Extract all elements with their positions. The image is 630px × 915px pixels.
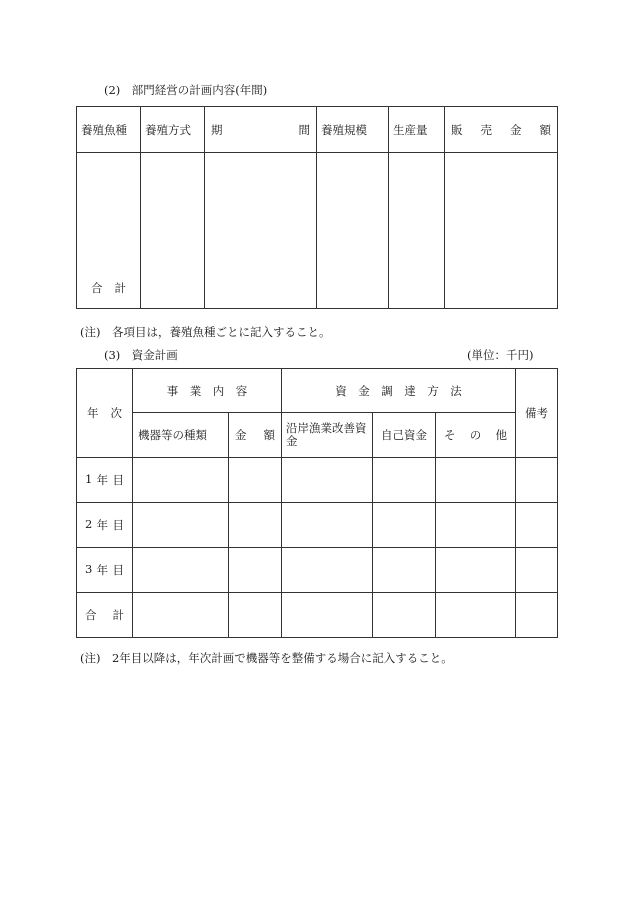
header-period-b: 間 — [298, 122, 310, 137]
section3-note: (注) 2年目以降は，年次計画で機器等を整備する場合に記入すること。 — [80, 651, 453, 665]
row-label-total: 合 計 — [77, 593, 133, 638]
period-cell — [205, 153, 317, 309]
header-year: 年 次 — [77, 369, 133, 458]
header-sales: 販 売 金 額 — [445, 107, 558, 153]
section3-heading: (3) 資金計画 — [104, 348, 178, 362]
section2-heading: (2) 部門経営の計画内容(年間) — [104, 83, 268, 97]
total-label-b: 計 — [114, 281, 126, 295]
header-other: そ の 他 — [436, 413, 516, 458]
header-production: 生産量 — [389, 107, 445, 153]
section3-funding-table — [76, 368, 558, 638]
table-row-total — [77, 593, 558, 638]
header-remarks: 備考 — [516, 369, 558, 458]
table-row — [77, 503, 558, 548]
row-label-year1: 1 年 目 — [77, 458, 133, 503]
header-amount: 金 額 — [229, 413, 282, 458]
scale-cell — [317, 153, 389, 309]
method-cell — [141, 153, 205, 309]
header-period — [205, 107, 317, 153]
header-period-a: 期 — [211, 122, 223, 137]
unit-label: (単位：千円) — [467, 348, 534, 362]
row-label-year2: 2 年 目 — [77, 503, 133, 548]
header-funding: 資 金 調 達 方 法 — [282, 369, 516, 413]
section2-note: (注) 各項目は，養殖魚種ごとに記入すること。 — [80, 325, 331, 339]
total-label-a: 合 — [91, 281, 103, 295]
species-cell — [77, 153, 141, 309]
sales-cell — [445, 153, 558, 309]
header-business: 事 業 内 容 — [133, 369, 282, 413]
header-scale: 養殖規模 — [317, 107, 389, 153]
section2-plan-table — [76, 106, 558, 309]
header-species: 養殖魚種 — [77, 107, 141, 153]
header-equipment: 機器等の種類 — [133, 413, 229, 458]
header-coastal-fund: 沿岸漁業改善資金 — [282, 413, 373, 458]
header-own-fund: 自己資金 — [373, 413, 436, 458]
production-cell — [389, 153, 445, 309]
header-method: 養殖方式 — [141, 107, 205, 153]
table-row — [77, 548, 558, 593]
table-row — [77, 458, 558, 503]
row-label-year3: 3 年 目 — [77, 548, 133, 593]
